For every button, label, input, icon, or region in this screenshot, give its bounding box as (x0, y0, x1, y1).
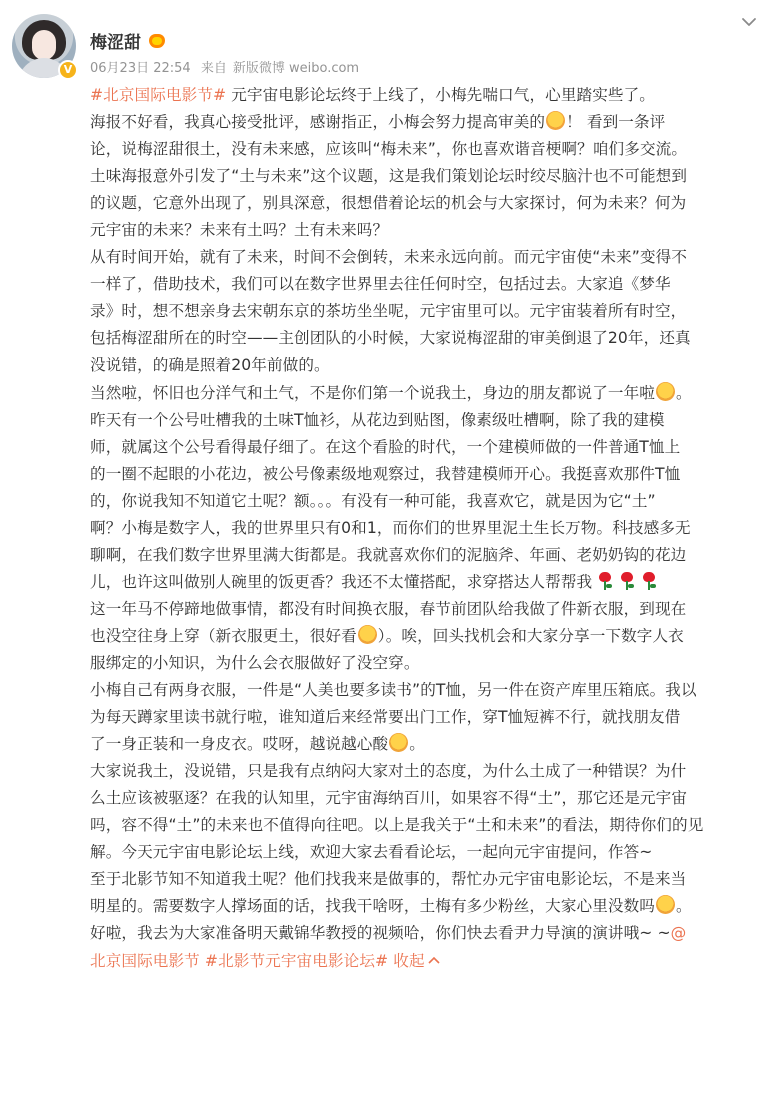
cry-emoji-icon (358, 625, 377, 644)
content-line (90, 704, 760, 731)
content-line (90, 136, 760, 163)
content-line (90, 542, 760, 569)
body-text: 小梅自己有两身衣服，一件是“人美也要多读书”的T恤，另一件在资产库里压箱底。我以 (90, 681, 697, 700)
body-text: 儿，也许这叫做别人碗里的饭更香？我还不太懂搭配，求穿搭达人帮帮我 (90, 572, 598, 591)
content-line (90, 109, 760, 136)
chevron-down-icon[interactable] (741, 14, 757, 30)
body-text: 大家说我土，没说错，只是我有点纳闷大家对土的态度，为什么土成了一种错误？为什 (90, 762, 687, 781)
body-text: 。 (675, 383, 692, 402)
mention-link[interactable]: @ (670, 924, 687, 943)
content-line (90, 217, 760, 244)
body-text: 的议题，它意外出现了，别具深意，很想借着论坛的机会与大家探讨，何为未来？何为 (90, 194, 687, 213)
post-content (90, 82, 760, 975)
content-line (90, 298, 760, 325)
rose-emoji-icon (641, 572, 657, 590)
content-line (90, 839, 760, 866)
content-line (90, 461, 760, 488)
content-line (90, 380, 760, 407)
content-line (90, 893, 760, 920)
hashtag-link[interactable]: #北影节元宇宙电影论坛# (204, 951, 389, 970)
body-text: ！ 看到一条评 (566, 113, 666, 132)
body-text: 么土应该被驱逐？在我的认知里，元宇宙海纳百川，如果容不得“土”，那它还是元宇宙 (90, 789, 688, 808)
content-line (90, 488, 760, 515)
content-line (90, 515, 760, 542)
content-line (90, 352, 760, 379)
body-text: 包括梅涩甜所在的时空——主创团队的小时候，大家说梅涩甜的审美倒退了20年，还真 (90, 329, 691, 348)
content-line (90, 623, 760, 650)
content-line (90, 569, 760, 596)
body-text: 的，你说我知不知道它土呢？额。。。有没有一种可能，我喜欢它，就是因为它“土” (90, 491, 656, 510)
content-line (90, 677, 760, 704)
body-text: 为每天蹲家里读书就行啦，谁知道后来经常要出门工作，穿T恤短裤不行，就找朋友借 (90, 708, 681, 727)
body-text: 论，说梅涩甜很土，没有未来感，应该叫“梅未来”，你也喜欢谐音梗啊？咱们多交流。 (90, 140, 688, 159)
sad-emoji-icon (389, 733, 408, 752)
content-line (90, 920, 760, 947)
body-text: 吗，容不得“土”的未来也不值得向往吧。以上是我关于“土和未来”的看法，期待你们的见 (90, 816, 704, 835)
content-line (90, 271, 760, 298)
body-text: 至于北影节知不知道我土呢？他们找我来是做事的，帮忙办元宇宙电影论坛，不是来当 (90, 870, 687, 889)
author-header (90, 28, 167, 53)
content-line (90, 244, 760, 271)
body-text: 这一年马不停蹄地做事情，都没有时间换衣服，春节前团队给我做了件新衣服，到现在 (90, 599, 687, 618)
rose-emoji-icon (597, 572, 613, 590)
body-text: 当然啦，怀旧也分洋气和土气，不是你们第一个说我土，身边的朋友都说了一年啦 (90, 383, 655, 402)
content-line (90, 758, 760, 785)
content-line (90, 82, 760, 109)
body-text: 师，就属这个公号看得最仔细了。在这个看脸的时代，一个建模师做的一件普通T恤上 (90, 437, 681, 456)
content-line (90, 650, 760, 677)
content-line (90, 948, 760, 975)
content-line (90, 785, 760, 812)
body-text: 昨天有一个公号吐槽我的土味T恤衫，从花边到贴图，像素级吐槽啊，除了我的建模 (90, 410, 665, 429)
mention-link[interactable]: 北京国际电影节 (90, 951, 200, 970)
laugh-emoji-icon (656, 382, 675, 401)
body-text: 明星的。需要数字人撑场面的话，找我干啥呀，土梅有多少粉丝，大家心里没数吗 (90, 897, 655, 916)
content-line (90, 596, 760, 623)
blush-emoji-icon (546, 111, 565, 130)
content-line (90, 731, 760, 758)
content-line (90, 407, 760, 434)
sad-emoji-icon (656, 895, 675, 914)
body-text: 啊？小梅是数字人，我的世界里只有0和1，而你们的世界里泥土生长万物。科技感多无 (90, 518, 691, 537)
body-text: 元宇宙的未来？未来有土吗？土有未来吗？ (90, 221, 389, 240)
post-date[interactable]: 06月23日 22:54 (90, 61, 191, 76)
body-text: 。 (675, 897, 692, 916)
chevron-up-icon (428, 955, 440, 965)
hashtag-link[interactable]: #北京国际电影节# (90, 86, 227, 104)
content-line (90, 434, 760, 461)
collapse-link[interactable] (393, 952, 439, 970)
avatar[interactable] (12, 14, 76, 78)
body-text: 解。今天元宇宙电影论坛上线，欢迎大家去看看论坛，一起向元宇宙提问，作答~ (90, 843, 653, 862)
content-line (90, 812, 760, 839)
content-line (90, 190, 760, 217)
rose-emoji-icon (619, 572, 635, 590)
body-text: 元宇宙电影论坛终于上线了，小梅先喘口气，心里踏实些了。 (226, 86, 655, 104)
body-text: ）。唉，回头找机会和大家分享一下数字人衣 (377, 626, 684, 645)
body-text: 海报不好看，我真心接受批评，感谢指正，小梅会努力提高审美的 (90, 113, 546, 132)
body-text: 没说错，的确是照着20年前做的。 (90, 356, 330, 375)
body-text: 了一身正装和一身皮衣。哎呀，越说越心酸 (90, 735, 389, 754)
body-text: 聊啊，在我们数字世界里满大街都是。我就喜欢你们的泥脑斧、年画、老奶奶钩的花边 (90, 545, 687, 564)
member-heart-icon[interactable] (147, 32, 167, 50)
body-text: 录》时，想不想亲身去宋朝东京的茶坊坐坐呢，元宇宙里可以。元宇宙装着所有时空， (90, 302, 687, 321)
body-text: 也没空往身上穿（新衣服更土，很好看 (90, 626, 357, 645)
post-source[interactable]: 新版微博 weibo.com (232, 61, 360, 76)
content-line (90, 163, 760, 190)
content-line (90, 325, 760, 352)
collapse-label: 收起 (393, 951, 425, 970)
body-text: 土味海报意外引发了“土与未来”这个议题，这是我们策划论坛时绞尽脑汁也不可能想到 (90, 167, 688, 186)
body-text: 一样了，借助技术，我们可以在数字世界里去往任何时空，包括过去。大家追《梦华 (90, 275, 671, 294)
body-text: 好啦，我去为大家准备明天戴锦华教授的视频哈，你们快去看尹力导演的演讲哦~ ~ (90, 924, 671, 943)
source-prefix: 来自 (200, 61, 227, 76)
body-text: 从有时间开始，就有了未来，时间不会倒转，未来永远向前。而元宇宙使“未来”变得不 (90, 248, 688, 267)
content-line (90, 866, 760, 893)
body-text: 的一圈不起眼的小花边，被公号像素级地观察过，我替建模师开心。我挺喜欢那件T恤 (90, 464, 681, 483)
body-text: 服绑定的小知识，为什么会衣服做好了没空穿。 (90, 653, 420, 672)
body-text: 。 (409, 735, 425, 754)
author-name[interactable]: 梅涩甜 (90, 33, 141, 53)
verified-badge-icon: V (58, 60, 78, 80)
post-meta (90, 57, 365, 76)
